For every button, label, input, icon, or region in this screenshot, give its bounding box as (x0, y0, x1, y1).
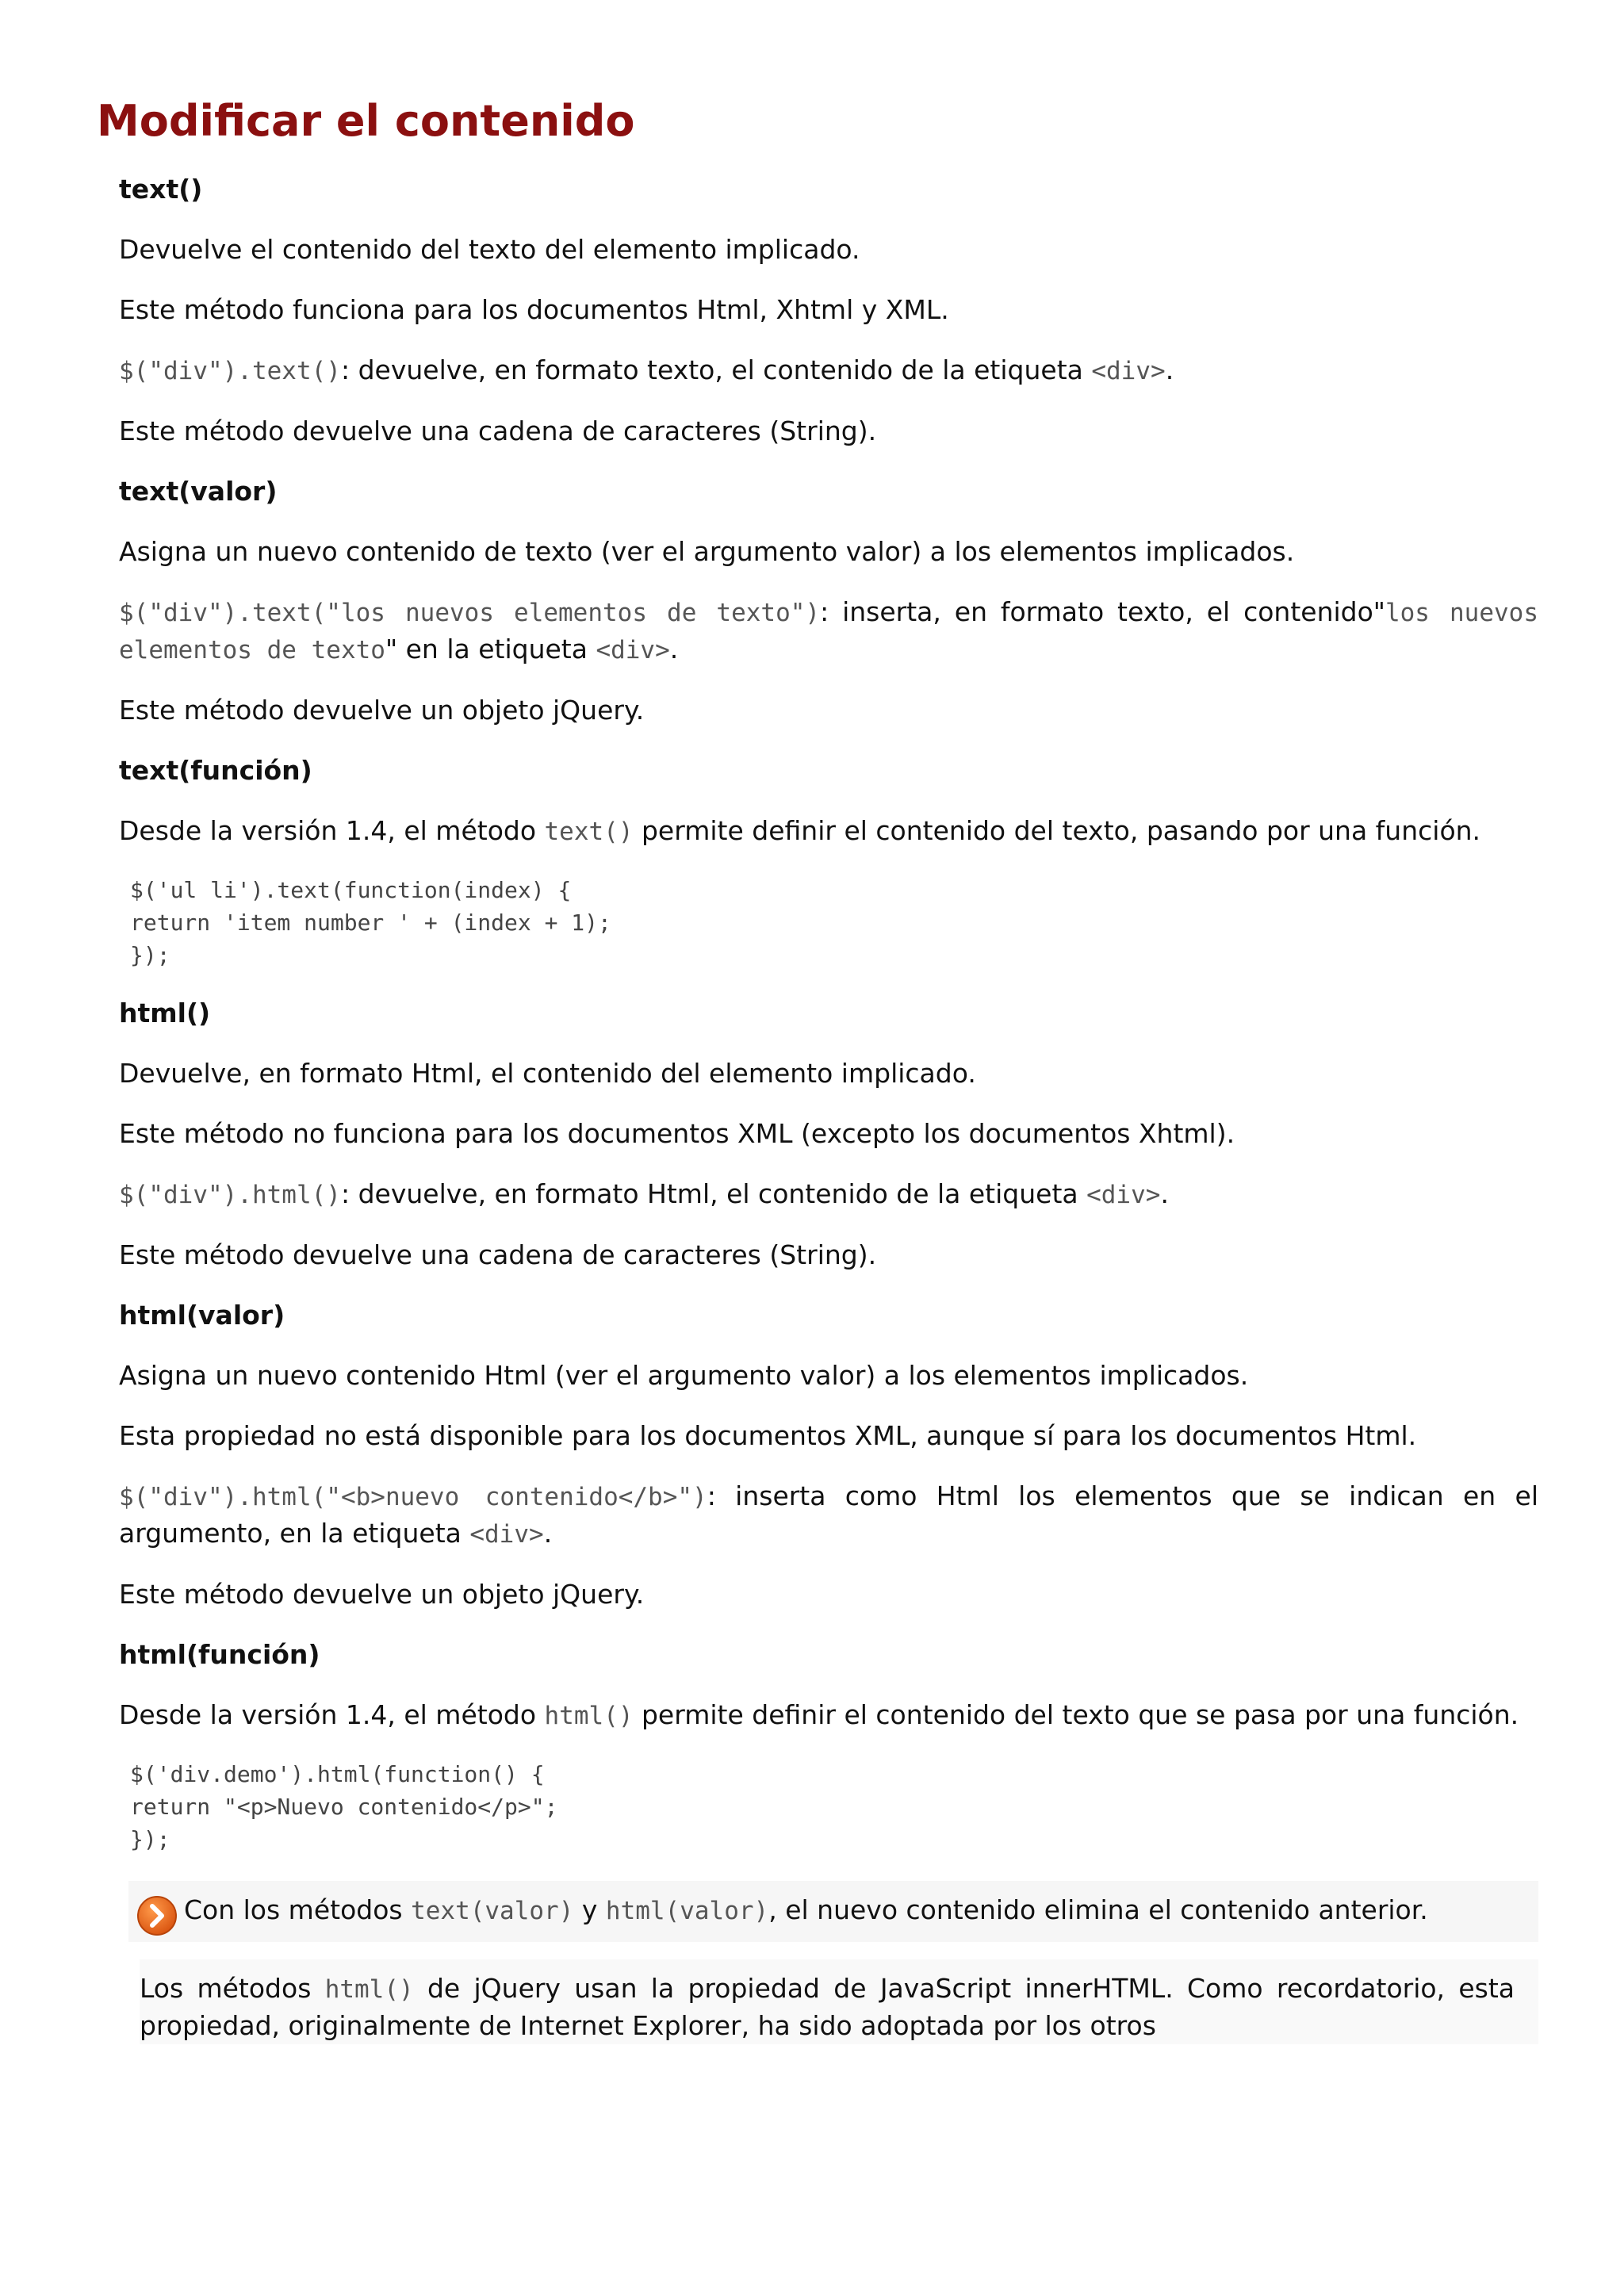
aside-box (140, 1959, 1538, 2044)
html-funcion-desc (119, 1697, 1538, 1734)
inline-code-value: los nuevos elementos de texto (119, 599, 1538, 664)
example-text-2: " en la etiqueta (385, 634, 596, 664)
content (119, 171, 1538, 2044)
desc-part-2: permite definir el contenido del texto que se pasa por una función. (633, 1699, 1519, 1730)
aside-part: Los métodos (140, 1973, 325, 2004)
example-end: . (543, 1518, 553, 1549)
inline-code: $("div").text("los nuevos elementos de texto") (119, 599, 821, 627)
inline-code: html() (544, 1702, 634, 1730)
code-block-html-funcion: $('div.demo').html(function() { return "<p>Nuevo contenido</p>"; }); (130, 1761, 558, 1852)
example-text: : devuelve, en formato Html, el contenido de la etiqueta (340, 1178, 1087, 1209)
html-desc: Devuelve, en formato Html, el contenido del elemento implicado. (119, 1058, 976, 1089)
html-valor-desc: Asigna un nuevo contenido Html (ver el argumento valor) a los elementos implicados. (119, 1360, 1249, 1391)
html-valor-example (119, 1478, 1538, 1553)
note-part: Con los métodos (184, 1894, 412, 1925)
aside-part-2: de jQuery usan la propiedad de JavaScript innerHTML. Como recordatorio, esta propiedad, originalmente de Internet Explorer, ha sido adoptada por los otros (140, 1973, 1515, 2041)
aside-text (140, 1970, 1515, 2044)
desc-part: Desde la versión 1.4, el método (119, 815, 545, 846)
example-end: . (1165, 354, 1174, 385)
section-html (119, 995, 1538, 1273)
code-block-text-funcion: $('ul li').text(function(index) { return 'item number ' + (index + 1); }); (130, 877, 611, 968)
html-valor-return: Este método devuelve un objeto jQuery. (119, 1579, 645, 1610)
desc-part-2: permite definir el contenido del texto, pasando por una función. (633, 815, 1481, 846)
heading-html-funcion: html(función) (119, 1639, 320, 1670)
arrow-right-circle-icon (136, 1895, 178, 1936)
text-valor-desc: Asigna un nuevo contenido de texto (ver el argumento valor) a los elementos implicados. (119, 536, 1295, 567)
section-text-valor (119, 473, 1538, 729)
example-end: . (1160, 1178, 1169, 1209)
text-return: Este método devuelve una cadena de caracteres (String). (119, 416, 877, 446)
heading-text: text() (119, 174, 203, 205)
section-text (119, 171, 1538, 450)
inline-code: text() (544, 818, 634, 846)
example-end: . (669, 634, 679, 664)
text-support: Este método funciona para los documentos Html, Xhtml y XML. (119, 294, 949, 325)
section-html-funcion (119, 1637, 1538, 1855)
example-text: : inserta como Html los elementos que se indican en el argumento, en la etiqueta (119, 1480, 1538, 1549)
inline-code-tag: <div> (596, 636, 670, 664)
html-valor-support: Esta propiedad no está disponible para los documentos XML, aunque sí para los documentos Html. (119, 1420, 1417, 1451)
note-part-2: y (573, 1894, 606, 1925)
inline-code: html() (324, 1975, 414, 2004)
inline-code-tag: <div> (1091, 357, 1166, 385)
inline-code: $("div").html("<b>nuevo contenido</b>") (119, 1483, 707, 1511)
inline-code-tag: <div> (1086, 1181, 1161, 1209)
html-return: Este método devuelve una cadena de caracteres (String). (119, 1239, 877, 1270)
heading-html: html() (119, 998, 211, 1028)
text-funcion-desc (119, 813, 1538, 850)
heading-text-funcion: text(función) (119, 755, 312, 786)
inline-code: text(valor) (411, 1897, 574, 1925)
page-title: Modificar el contenido (97, 96, 635, 146)
note-box (128, 1881, 1538, 1942)
example-text: : inserta, en formato texto, el contenido" (820, 596, 1385, 627)
section-html-valor (119, 1297, 1538, 1613)
desc-part: Desde la versión 1.4, el método (119, 1699, 545, 1730)
html-example (119, 1176, 1538, 1213)
heading-text-valor: text(valor) (119, 476, 278, 507)
note-text (184, 1892, 1521, 1929)
text-valor-return: Este método devuelve un objeto jQuery. (119, 695, 645, 726)
note-part-3: , el nuevo contenido elimina el contenido anterior. (768, 1894, 1428, 1925)
example-text: : devuelve, en formato texto, el contenido de la etiqueta (340, 354, 1092, 385)
text-example (119, 352, 1538, 389)
html-support: Este método no funciona para los documentos XML (excepto los documentos Xhtml). (119, 1118, 1235, 1149)
inline-code-2: html(valor) (605, 1897, 769, 1925)
inline-code: $("div").text() (119, 357, 341, 385)
inline-code: $("div").html() (119, 1181, 341, 1209)
text-desc: Devuelve el contenido del texto del elemento implicado. (119, 234, 860, 265)
text-valor-example (119, 594, 1538, 668)
inline-code-tag: <div> (469, 1520, 544, 1549)
heading-html-valor: html(valor) (119, 1300, 285, 1331)
section-text-funcion (119, 753, 1538, 971)
